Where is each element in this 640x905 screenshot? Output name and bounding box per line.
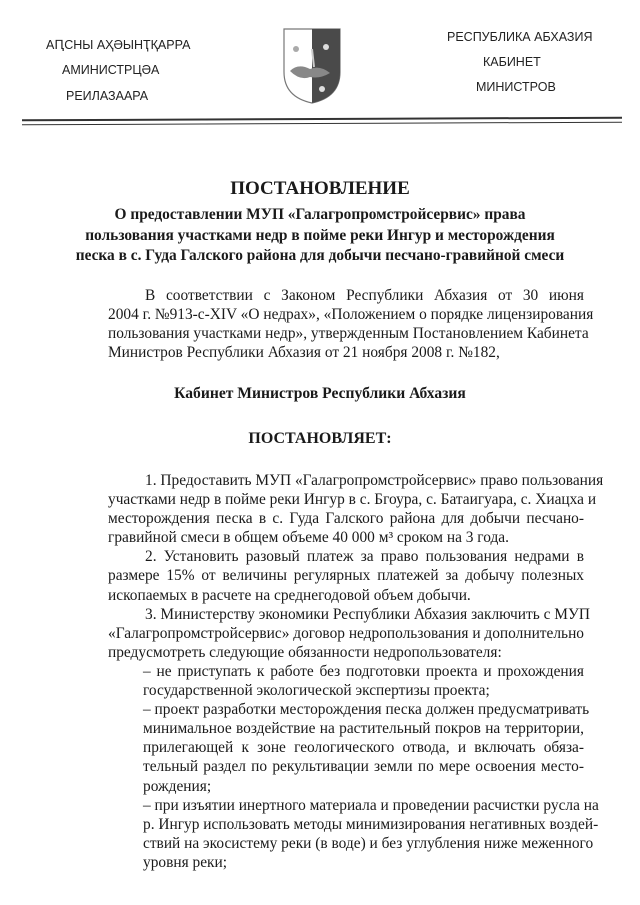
text-line: гравийной смеси в общем объеме 40 000 м³ сроком на 3 года. <box>108 529 509 547</box>
text-line: Министров Республики Абхазия от 21 ноября 2008 г. №182, <box>108 344 500 362</box>
preamble <box>108 286 594 362</box>
text-line: тельный раздел по рекультивации земли по мере освоения место- <box>143 758 584 776</box>
text-line: уровня реки; <box>143 853 228 871</box>
header-rule-bottom <box>22 122 622 126</box>
text-line: предусмотреть следующие обязанности недропользователя: <box>108 643 502 661</box>
text-line: В соответствии с Законом Республики Абхазия от 30 июня <box>145 287 584 304</box>
subtitle-line: пользования участками недр в пойме реки Ингур и месторождения <box>85 226 555 244</box>
text-line: участками недр в пойме реки Ингур в с. Бгоура, с. Батаигуара, с. Хиацха и <box>108 491 597 509</box>
decree-item <box>108 796 599 872</box>
header-left-line-2: АМИНИСТРЦӘА <box>62 63 160 77</box>
text-line: р. Ингур использовать методы минимизирования негативных воздей- <box>143 815 599 833</box>
text-line: 2. Установить разовый платеж за право пользования недрами в <box>145 548 584 566</box>
document-title: ПОСТАНОВЛЕНИЕ <box>230 178 410 199</box>
decree-item <box>108 700 590 795</box>
decree-item <box>108 662 584 700</box>
header-right-line-3: МИНИСТРОВ <box>476 80 556 94</box>
coat-of-arms-icon <box>282 27 342 105</box>
issuer: Кабинет Министров Республики Абхазия <box>174 385 466 402</box>
text-line: «Галагропромстройсервис» договор недропользования и дополнительно <box>108 624 584 642</box>
text-line: 1. Предоставить МУП «Галагропромстройсервис» право пользования <box>145 472 604 489</box>
header-left-line-3: РЕИЛАЗААРА <box>66 89 149 103</box>
text-line: ствий на экосистему реки (в воде) и без углубления ниже меженного <box>143 834 594 852</box>
text-line: ископаемых в расчете на среднегодовой объем добычи. <box>108 586 471 604</box>
subtitle-line: О предоставлении МУП «Галагропромстройсервис» права <box>114 206 526 223</box>
decree-item <box>108 471 604 547</box>
text-line: размере 15% от величины регулярных платежей за добычу полезных <box>108 567 584 585</box>
text-line: прилегающей к зоне геологического отвода, и включать обяза- <box>143 739 584 757</box>
text-line: месторождения песка в с. Гуда Галского района для добычи песчано- <box>108 510 584 528</box>
text-line: минимальное воздействие на растительный покров на территории, <box>143 720 584 738</box>
header-right-line-2: КАБИНЕТ <box>483 55 541 69</box>
subtitle-line: песка в с. Гуда Галского района для добычи песчано-гравийной смеси <box>75 247 565 264</box>
text-line: – при изъятии инертного материала и проведении расчистки русла на <box>143 796 599 814</box>
text-line: пользования участками недр», утвержденным Постановлением Кабинета <box>108 325 589 343</box>
text-line: 2004 г. №913-с-XIV «О недрах», «Положением о порядке лицензирования <box>108 306 594 324</box>
text-line: 3. Министерству экономики Республики Абхазия заключить с МУП <box>145 605 591 623</box>
text-line: – не приступать к работе без подготовки проекта и прохождения <box>143 662 584 680</box>
text-line: рождения; <box>143 777 212 795</box>
header-right-line-1: РЕСПУБЛИКА АБХАЗИЯ <box>447 30 593 44</box>
decree-item <box>108 605 591 662</box>
decree-item <box>108 547 584 604</box>
text-line: – проект разработки месторождения песка должен предусматривать <box>143 701 590 719</box>
text-line: государственной экологической экспертизы проекта; <box>143 682 490 700</box>
decree-items <box>108 471 604 872</box>
decree-heading: ПОСТАНОВЛЯЕТ: <box>248 430 392 447</box>
header-rule-top <box>22 117 622 122</box>
header-left-line-1: АԤСНЫ АҲӘЫНҬҚАРРА <box>46 38 191 52</box>
document-subtitle <box>0 205 640 267</box>
